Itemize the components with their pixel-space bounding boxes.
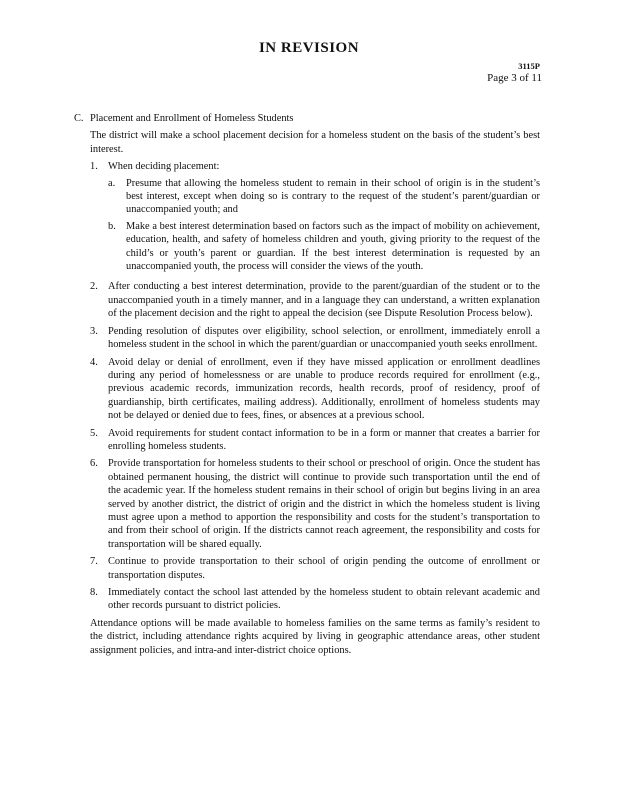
item-text: After conducting a best interest determination, provide to the parent/guardian of the student or to the unaccompanied youth in a timely manner, and in a language they can understand, a written explanation of the placement decision and the right to appeal the decision (see Dispute Resolution Process below).: [108, 281, 540, 320]
list-item: [90, 427, 540, 454]
sub-item-letter: b.: [108, 220, 116, 232]
sub-item-letter: a.: [108, 177, 116, 189]
item-number: 3.: [90, 325, 98, 337]
item-text: Provide transportation for homeless students to their school or preschool of origin. Once the student has obtained permanent housing, the district will continue to provide such transportation until the end of the academic year. If the homeless student remains in their school of origin but begins living in an area served by another district, the district of origin and the district in which the homeless student is living must agree upon a method to apportion the responsibility and costs for the student’s transportation to and from their school of origin. If the districts cannot reach agreement, the responsibility and costs for transportation will be shared equally.: [108, 458, 540, 550]
section-label: C.: [74, 113, 84, 124]
item-number: 8.: [90, 587, 98, 598]
placement-list: [74, 160, 540, 613]
item-number: 6.: [90, 458, 98, 470]
policy-code: 3115P: [518, 61, 540, 71]
list-item: [90, 555, 540, 582]
item-number: 5.: [90, 427, 98, 439]
section-intro: The district will make a school placement decision for a homeless student on the basis of the student’s best interest.: [90, 130, 540, 155]
document-body: [74, 112, 540, 657]
list-item: [90, 356, 540, 423]
sub-item-text: Presume that allowing the homeless student to remain in their school of origin is in the student’s best interest, except when doing so is contrary to the request of the student’s parent/guardian or unaccompanied youth; and: [126, 177, 540, 216]
page-number: Page 3 of 11: [487, 72, 542, 84]
list-item: [90, 160, 540, 276]
list-item: [90, 457, 540, 551]
item-text: Continue to provide transportation to their school of origin pending the outcome of enrollment or transportation disputes.: [108, 556, 540, 581]
section-heading: [74, 112, 540, 125]
item-number: 1.: [90, 161, 98, 173]
item-text: Avoid delay or denial of enrollment, even if they have missed application or enrollment deadlines during any period of homelessness or are unable to produce records required for enrollment (e.g., previous academic records, immunization records, health records, proof of residency, proof of guardianship, birth certificates, mailing address). Additionally, enrollment of homeless students may not be delayed or denied due to fees, fines, or absences at a previous school.: [108, 356, 540, 422]
item-text: Immediately contact the school last attended by the homeless student to obtain relevant academic and other records pursuant to district policies.: [108, 587, 540, 612]
revision-title: IN REVISION: [258, 40, 360, 56]
list-item: [90, 280, 540, 320]
item-number: 7.: [90, 556, 98, 568]
section-title: Placement and Enrollment of Homeless Students: [90, 113, 294, 124]
sub-item: [108, 177, 540, 217]
list-item: [90, 586, 540, 613]
item-number: 4.: [90, 356, 98, 368]
sub-item-text: Make a best interest determination based on factors such as the impact of mobility on achievement, education, health, and safety of homeless children and youth, giving priority to the request of the child’s or youth’s parent or guardian. If the best interest determination is requested by an unaccompanied youth, the process will consider the views of the youth.: [126, 220, 540, 273]
item-number: 2.: [90, 281, 98, 293]
item-text: When deciding placement:: [108, 161, 220, 173]
item-text: Avoid requirements for student contact information to be in a form or manner that creates a barrier for enrolling homeless students.: [108, 427, 540, 452]
item-text: Pending resolution of disputes over eligibility, school selection, or enrollment, immediately enroll a homeless student in the school in which the parent/guardian or unaccompanied youth seeks enrollment.: [108, 325, 540, 351]
sub-list: [108, 177, 540, 274]
closing-paragraph: Attendance options will be made available to homeless families on the same terms as family’s resident to the district, including attendance rights acquired by living in geographic attendance areas, other student assignment policies, and intra-and inter-district choice options.: [90, 617, 540, 656]
sub-item: [108, 220, 540, 274]
list-item: [90, 325, 540, 352]
